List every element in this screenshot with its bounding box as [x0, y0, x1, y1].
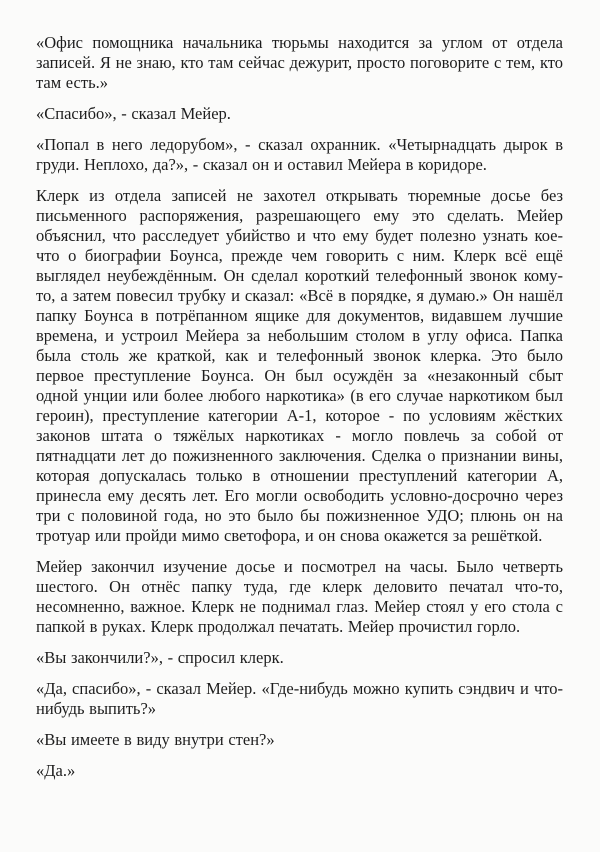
- paragraph: Мейер закончил изучение досье и посмотрел на часы. Было четверть шестого. Он отнёс папку туда, где клерк деловито печатал что-то, несомненно, важное. Клерк не поднимал глаз. Мейер стоял у его стола с папкой в руках. Клерк продолжал печатать. Мейер прочистил горло.: [36, 557, 563, 636]
- paragraph: «Офис помощника начальника тюрьмы находится за углом от отдела записей. Я не знаю, кто там сейчас дежурит, просто поговорите с тем, кто там есть.»: [36, 33, 563, 92]
- paragraph: «Попал в него ледорубом», - сказал охранник. «Четырнадцать дырок в груди. Неплохо, да?», - сказал он и оставил Мейера в коридоре.: [36, 135, 563, 174]
- paragraph: «Да.»: [36, 761, 76, 780]
- paragraph: «Вы имеете в виду внутри стен?»: [36, 730, 275, 749]
- paragraph: «Спасибо», - сказал Мейер.: [36, 104, 231, 123]
- paragraph: «Вы закончили?», - спросил клерк.: [36, 648, 284, 667]
- paragraph: Клерк из отдела записей не захотел открывать тюремные досье без письменного распоряжения, разрешающего ему это сделать. Мейер объяснил, что расследует убийство и что ему будет полезно узнать кое-что о биографии Боунса, прежде чем говорить с ним. Клерк всё ещё выглядел неубеждённым. Он сделал короткий телефонный звонок кому-то, а затем повесил трубку и сказал: «Всё в порядке, я думаю.» Он нашёл папку Боунса в потрёпанном ящике для документов, видавшем лучшие времена, и устроил Мейера за небольшим столом в углу офиса. Папка была столь же краткой, как и телефонный звонок клерка. Это было первое преступление Боунса. Он был осуждён за «незаконный сбыт одной унции или более любого наркотика» (в его случае наркотиком был героин), преступление категории А-1, которое - по условиям жёстких законов штата о тяжёлых наркотиках - могло повлечь за собой от пятнадцати лет до пожизненного заключения. Сделка о признании вины, которая допускалась только в отношении преступлений категории А, принесла ему десять лет. Его могли освободить условно-досрочно через три с половиной года, но это было бы пожизненное УДО; плюнь он на тротуар или пройди мимо светофора, и он снова окажется за решёткой.: [36, 186, 563, 545]
- paragraph: «Да, спасибо», - сказал Мейер. «Где-нибудь можно купить сэндвич и что-нибудь выпить?»: [36, 679, 563, 718]
